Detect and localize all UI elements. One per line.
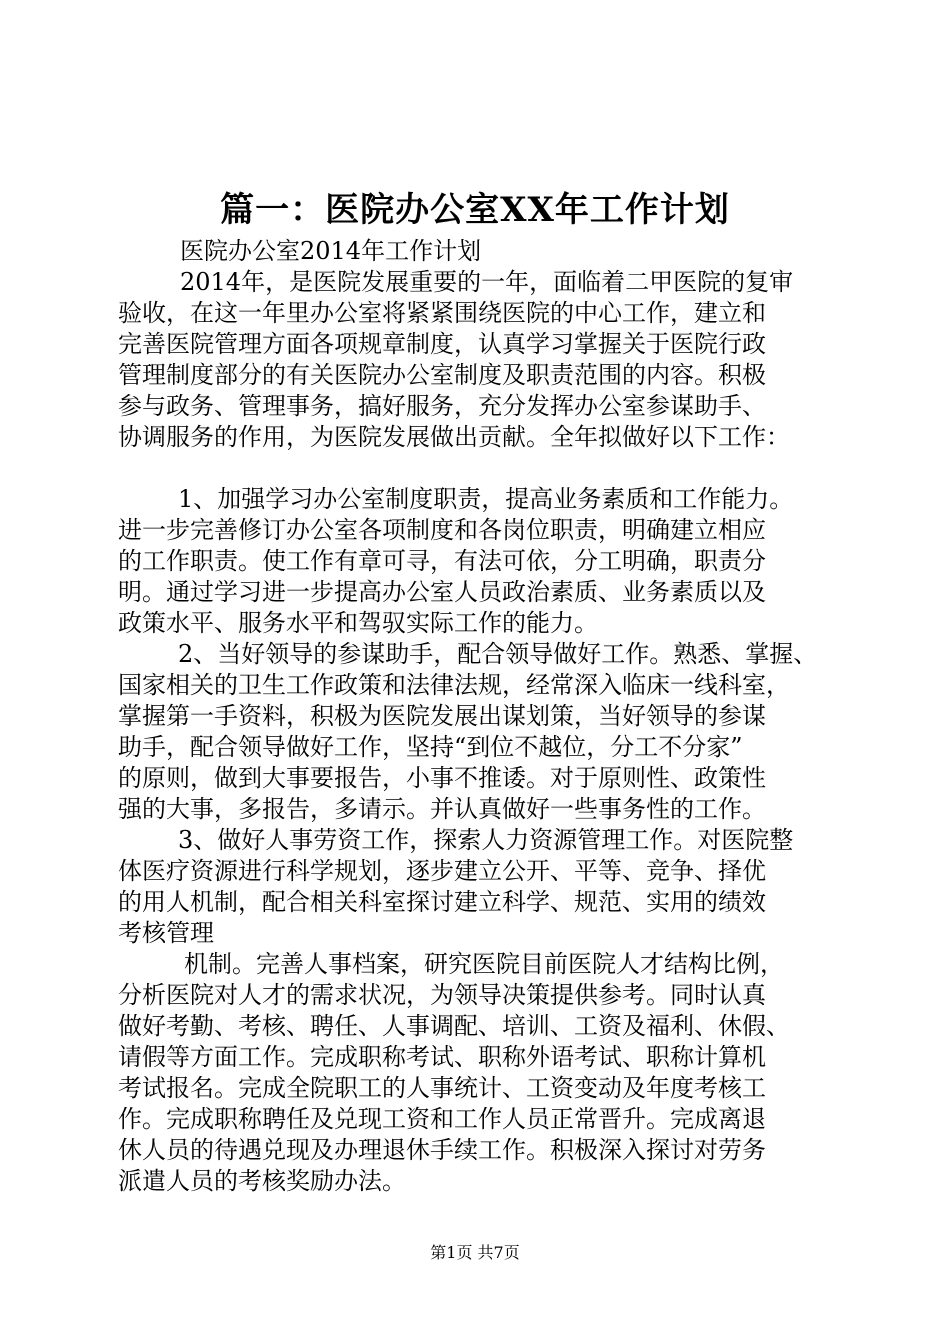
body-line: 做好考勤、考核、聘任、人事调配、培训、工资及福利、休假、 <box>118 1012 790 1040</box>
body-line: 掌握第一手资料，积极为医院发展出谋划策，当好领导的参谋 <box>118 702 766 730</box>
body-line: 体医疗资源进行科学规划，逐步建立公开、平等、竞争、择优 <box>118 857 766 885</box>
document-body <box>118 236 838 1197</box>
body-line: 参与政务、管理事务，搞好服务，充分发挥办公室参谋助手、 <box>118 392 766 420</box>
body-line <box>118 453 838 484</box>
body-line: 1、加强学习办公室制度职责，提高业务素质和工作能力。 <box>178 485 794 513</box>
body-line: 强的大事，多报告，多请示。并认真做好一些事务性的工作。 <box>118 795 766 823</box>
document-title: 篇一：医院办公室XX年工作计划 <box>220 190 730 230</box>
body-line: 2014年，是医院发展重要的一年，面临着二甲医院的复审 <box>180 268 794 296</box>
page-footer: 第1页 共7页 <box>430 1243 520 1262</box>
body-line: 2、当好领导的参谋助手，配合领导做好工作。熟悉、掌握、 <box>178 640 818 668</box>
body-line: 考核管理 <box>118 919 214 947</box>
body-line: 完善医院管理方面各项规章制度，认真学习掌握关于医院行政 <box>118 330 766 358</box>
body-line: 医院办公室2014年工作计划 <box>180 237 482 265</box>
body-line: 机制。完善人事档案，研究医院目前医院人才结构比例， <box>184 950 784 978</box>
body-line: 协调服务的作用，为医院发展做出贡献。全年拟做好以下工作： <box>118 423 790 451</box>
body-line: 政策水平、服务水平和驾驭实际工作的能力。 <box>118 609 598 637</box>
body-line: 的原则，做到大事要报告，小事不推诿。对于原则性、政策性 <box>118 764 766 792</box>
body-line: 的工作职责。使工作有章可寻，有法可依，分工明确，职责分 <box>118 547 766 575</box>
body-line: 作。完成职称聘任及兑现工资和工作人员正常晋升。完成离退 <box>118 1105 766 1133</box>
body-line: 考试报名。完成全院职工的人事统计、工资变动及年度考核工 <box>118 1074 766 1102</box>
body-line: 助手，配合领导做好工作，坚持“到位不越位，分工不分家” <box>118 733 743 761</box>
body-line: 休人员的待遇兑现及办理退休手续工作。积极深入探讨对劳务 <box>118 1136 766 1164</box>
body-line: 请假等方面工作。完成职称考试、职称外语考试、职称计算机 <box>118 1043 766 1071</box>
body-line: 国家相关的卫生工作政策和法律法规，经常深入临床一线科室， <box>118 671 790 699</box>
body-line: 3、做好人事劳资工作，探索人力资源管理工作。对医院整 <box>178 826 794 854</box>
body-line: 验收，在这一年里办公室将紧紧围绕医院的中心工作，建立和 <box>118 299 766 327</box>
body-line: 的用人机制，配合相关科室探讨建立科学、规范、实用的绩效 <box>118 888 766 916</box>
body-line: 明。通过学习进一步提高办公室人员政治素质、业务素质以及 <box>118 578 766 606</box>
body-line: 进一步完善修订办公室各项制度和各岗位职责，明确建立相应 <box>118 516 766 544</box>
body-line: 派遣人员的考核奖励办法。 <box>118 1167 406 1195</box>
body-line: 分析医院对人才的需求状况，为领导决策提供参考。同时认真 <box>118 981 766 1009</box>
body-line: 管理制度部分的有关医院办公室制度及职责范围的内容。积极 <box>118 361 766 389</box>
